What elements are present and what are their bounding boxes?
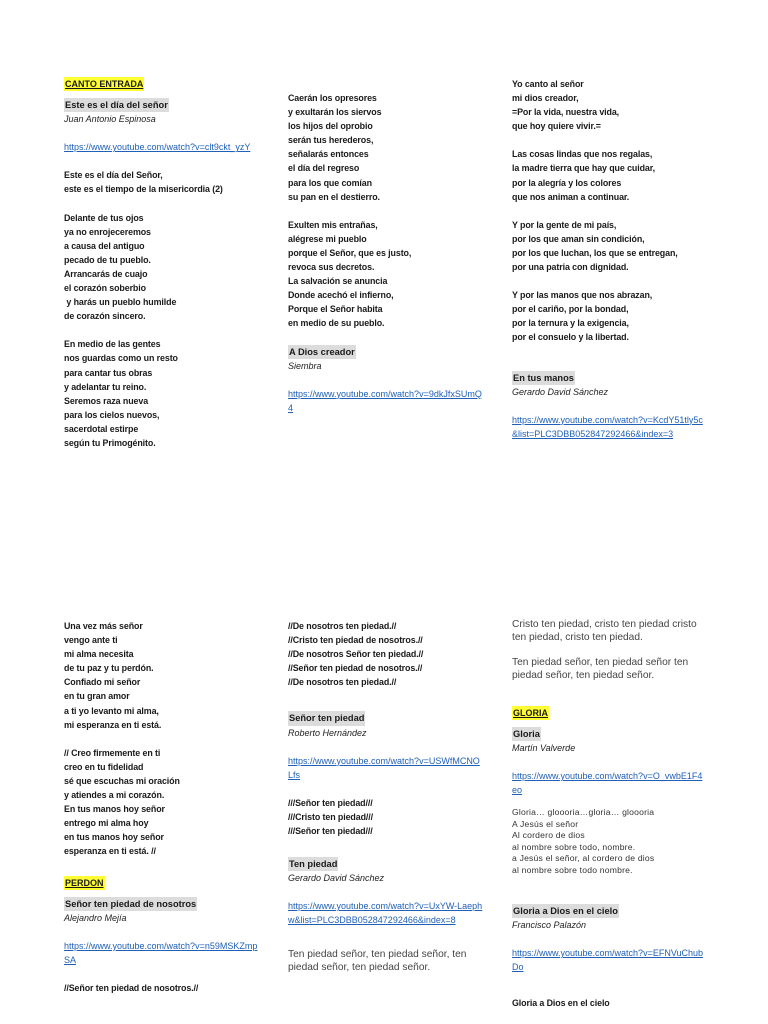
top-column-2: [288, 91, 508, 415]
lyric-line: y adelantar tu reino.: [64, 381, 147, 392]
song-author: Juan Antonio Espinosa: [64, 114, 156, 125]
lyric-line: ///Cristo ten piedad///: [288, 811, 373, 822]
lyric-line: el día del regreso: [288, 163, 360, 174]
lyric-line: Exulten mis entrañas,: [288, 219, 378, 230]
top-column-1: [64, 77, 284, 450]
lyric-line: en tu gran amor: [64, 691, 130, 702]
lyrics-stanza: [64, 337, 284, 450]
lyric-line: mi esperanza en ti está.: [64, 719, 162, 730]
youtube-link[interactable]: https://www.youtube.com/watch?v=KcdY51tly5c&list=PLC3DBB052847292466&index=3: [512, 414, 703, 439]
lyric-line: a Jesús el señor, al cordero de dios: [512, 853, 655, 864]
lyrics-stanza: [512, 807, 732, 875]
youtube-link[interactable]: https://www.youtube.com/watch?v=USWfMCNOLfs: [288, 755, 480, 780]
lyric-line: por los que aman sin condición,: [512, 233, 645, 244]
lyric-line: a ti yo levanto mi alma,: [64, 705, 159, 716]
lyric-line: el corazón soberbio: [64, 283, 146, 294]
lyric-line: que hoy quiere vivir.=: [512, 121, 601, 132]
lyric-line: ///Señor ten piedad///: [288, 797, 373, 808]
youtube-link[interactable]: https://www.youtube.com/watch?v=n59MSKZmpSA: [64, 940, 258, 965]
song-title: Señor ten piedad de nosotros: [64, 897, 197, 911]
lyric-line: para cantar tus obras: [64, 367, 153, 378]
lyric-line: por la ternura y la exigencia,: [512, 318, 629, 329]
song-title: Gloria: [512, 727, 541, 741]
lyrics-stanza: [512, 147, 732, 203]
song-title: Ten piedad: [288, 857, 338, 871]
lyrics-stanza: [288, 218, 508, 331]
lyric-line: ///Señor ten piedad///: [288, 826, 373, 837]
song-title: Señor ten piedad: [288, 711, 365, 725]
lyric-line: los hijos del oprobio: [288, 121, 373, 132]
song-author: Siembra: [288, 360, 322, 371]
lyric-line: entrego mi alma hoy: [64, 818, 149, 829]
lyric-line: que nos animan a continuar.: [512, 191, 630, 202]
lyric-paragraph: Cristo ten piedad, cristo ten piedad cristo ten piedad, cristo ten piedad.: [512, 619, 697, 643]
song-title: A Dios creador: [288, 345, 356, 359]
lyrics-stanza: [512, 77, 732, 133]
lyric-line: //Señor ten piedad de nosotros.//: [288, 663, 423, 674]
youtube-link[interactable]: https://www.youtube.com/watch?v=9dkJfxSUmQ4: [288, 388, 482, 413]
lyric-line: al nombre sobre todo nombre.: [512, 864, 633, 875]
lyric-line: pecado de tu pueblo.: [64, 254, 151, 265]
lyric-line: Arrancarás de cuajo: [64, 268, 148, 279]
lyric-line: revoca sus decretos.: [288, 262, 375, 273]
lyric-line: alégrese mi pueblo: [288, 233, 367, 244]
song-author: Martín Valverde: [512, 743, 576, 754]
lyric-line: //Señor ten piedad de nosotros.//: [64, 982, 199, 993]
lyric-line: Gloria… gloooria…gloria… gloooria: [512, 807, 655, 818]
lyric-line: vengo ante ti: [64, 635, 118, 646]
lyric-line: //De nosotros Señor ten piedad.//: [288, 649, 424, 660]
lyric-line: sacerdotal estirpe: [64, 423, 139, 434]
lyric-line: para los que comían: [288, 177, 372, 188]
lyric-line: Una vez más señor: [64, 621, 143, 631]
lyric-line: Las cosas lindas que nos regalas,: [512, 149, 653, 160]
section-label-gloria: GLORIA: [512, 706, 549, 720]
lyric-line: creo en tu fidelidad: [64, 761, 144, 772]
lyrics-stanza: [512, 288, 732, 344]
song-author: Alejandro Mejía: [64, 912, 127, 923]
lyric-line: =Por la vida, nuestra vida,: [512, 107, 620, 118]
lyric-line: su pan en el destierro.: [288, 191, 380, 202]
lyric-line: a causa del antiguo: [64, 240, 145, 251]
bottom-column-2: [288, 619, 508, 974]
lyric-line: //De nosotros ten piedad.//: [288, 677, 397, 688]
lyrics-stanza: [64, 168, 284, 196]
lyric-line: A Jesús el señor: [512, 818, 579, 829]
lyric-line: en tus manos hoy señor: [64, 832, 164, 843]
lyric-line: ya no enrojeceremos: [64, 226, 151, 237]
song-title: Gloria a Dios en el cielo: [512, 904, 619, 918]
song-title: Este es el día del señor: [64, 98, 169, 112]
lyric-line: para los cielos nuevos,: [64, 409, 160, 420]
lyric-line: de corazón sincero.: [64, 311, 146, 322]
lyrics-stanza: [64, 211, 284, 324]
lyric-line: por una patria con dignidad.: [512, 262, 629, 273]
lyrics-stanza: [64, 619, 284, 732]
lyric-line: En tus manos hoy señor: [64, 804, 165, 815]
youtube-link[interactable]: https://www.youtube.com/watch?v=EFNVuChubDo: [512, 948, 704, 973]
lyric-line: Caerán los opresores: [288, 93, 377, 103]
lyrics-stanza: [64, 746, 284, 859]
lyric-line: por el cariño, por la bondad,: [512, 304, 629, 315]
song-author: Gerardo David Sánchez: [512, 386, 609, 397]
bottom-column-3: [512, 618, 732, 1010]
song-title: En tus manos: [512, 371, 575, 385]
lyrics-stanza: [288, 91, 508, 204]
lyric-paragraph: Ten piedad señor, ten piedad señor ten piedad señor, ten piedad señor.: [512, 657, 689, 681]
bottom-column-1: [64, 619, 284, 995]
lyric-line: y atiendes a mi corazón.: [64, 790, 165, 801]
lyric-line: nos guardas como un resto: [64, 353, 178, 364]
lyric-line: //Cristo ten piedad de nosotros.//: [288, 635, 423, 646]
youtube-link[interactable]: https://www.youtube.com/watch?v=clt9ckt_yzY: [64, 142, 251, 153]
lyric-line: en medio de su pueblo.: [288, 318, 385, 329]
song-title-plain: Gloria a Dios en el cielo: [512, 998, 610, 1009]
youtube-link[interactable]: https://www.youtube.com/watch?v=O_vwbE1F4eo: [512, 771, 703, 796]
lyric-line: Delante de tus ojos: [64, 212, 144, 223]
lyric-line: Confiado mi señor: [64, 677, 141, 688]
lyric-line: sé que escuchas mi oración: [64, 775, 180, 786]
lyric-line: por los que luchan, los que se entregan,: [512, 247, 678, 258]
lyric-line: y harás un pueblo humilde: [64, 297, 177, 308]
lyric-line: Y por las manos que nos abrazan,: [512, 290, 653, 301]
lyric-line: al nombre sobre todo, nombre.: [512, 841, 636, 852]
song-author: Gerardo David Sánchez: [288, 873, 385, 884]
lyric-line: Y por la gente de mi país,: [512, 219, 617, 230]
section-label-perdon: PERDON: [64, 876, 105, 890]
lyric-line: Seremos raza nueva: [64, 395, 149, 406]
lyrics-stanza: [288, 796, 508, 838]
lyric-line: //De nosotros ten piedad.//: [288, 621, 397, 631]
lyric-line: mi alma necesita: [64, 649, 134, 660]
lyric-paragraph: Ten piedad señor, ten piedad señor, ten piedad señor, ten piedad señor.: [288, 948, 467, 973]
lyrics-stanza: [288, 619, 508, 689]
lyric-line: Este es el día del Señor,: [64, 170, 163, 181]
lyric-line: la madre tierra que hay que cuidar,: [512, 163, 655, 174]
lyric-line: mi dios creador,: [512, 93, 579, 104]
top-column-3: [512, 77, 732, 441]
lyric-line: según tu Primogénito.: [64, 437, 156, 448]
youtube-link[interactable]: https://www.youtube.com/watch?v=UxYW-Laephw&list=PLC3DBB052847292466&index=8: [288, 901, 483, 926]
lyric-line: En medio de las gentes: [64, 339, 161, 350]
lyric-line: esperanza en ti está. //: [64, 846, 156, 857]
lyric-line: Porque el Señor habita: [288, 304, 383, 315]
lyric-line: señalarás entonces: [288, 149, 369, 160]
song-author: Francisco Palazón: [512, 920, 587, 930]
lyric-line: por el consuelo y la libertad.: [512, 332, 629, 343]
lyric-line: porque el Señor, que es justo,: [288, 247, 412, 258]
lyric-line: por la alegría y los colores: [512, 177, 622, 188]
lyric-line: de tu paz y tu perdón.: [64, 663, 154, 674]
section-label-canto-entrada: CANTO ENTRADA: [64, 77, 144, 91]
lyric-line: este es el tiempo de la misericordia (2): [64, 184, 223, 195]
lyric-line: Yo canto al señor: [512, 79, 584, 89]
lyric-line: Donde acechó el infierno,: [288, 290, 394, 301]
lyric-line: La salvación se anuncia: [288, 276, 388, 287]
lyric-line: y exultarán los siervos: [288, 107, 382, 118]
lyric-line: Al cordero de dios: [512, 830, 585, 841]
lyric-line: serán tus herederos,: [288, 135, 374, 146]
song-author: Roberto Hernández: [288, 727, 367, 738]
lyric-line: // Creo firmemente en ti: [64, 747, 161, 758]
lyrics-stanza: [512, 218, 732, 274]
